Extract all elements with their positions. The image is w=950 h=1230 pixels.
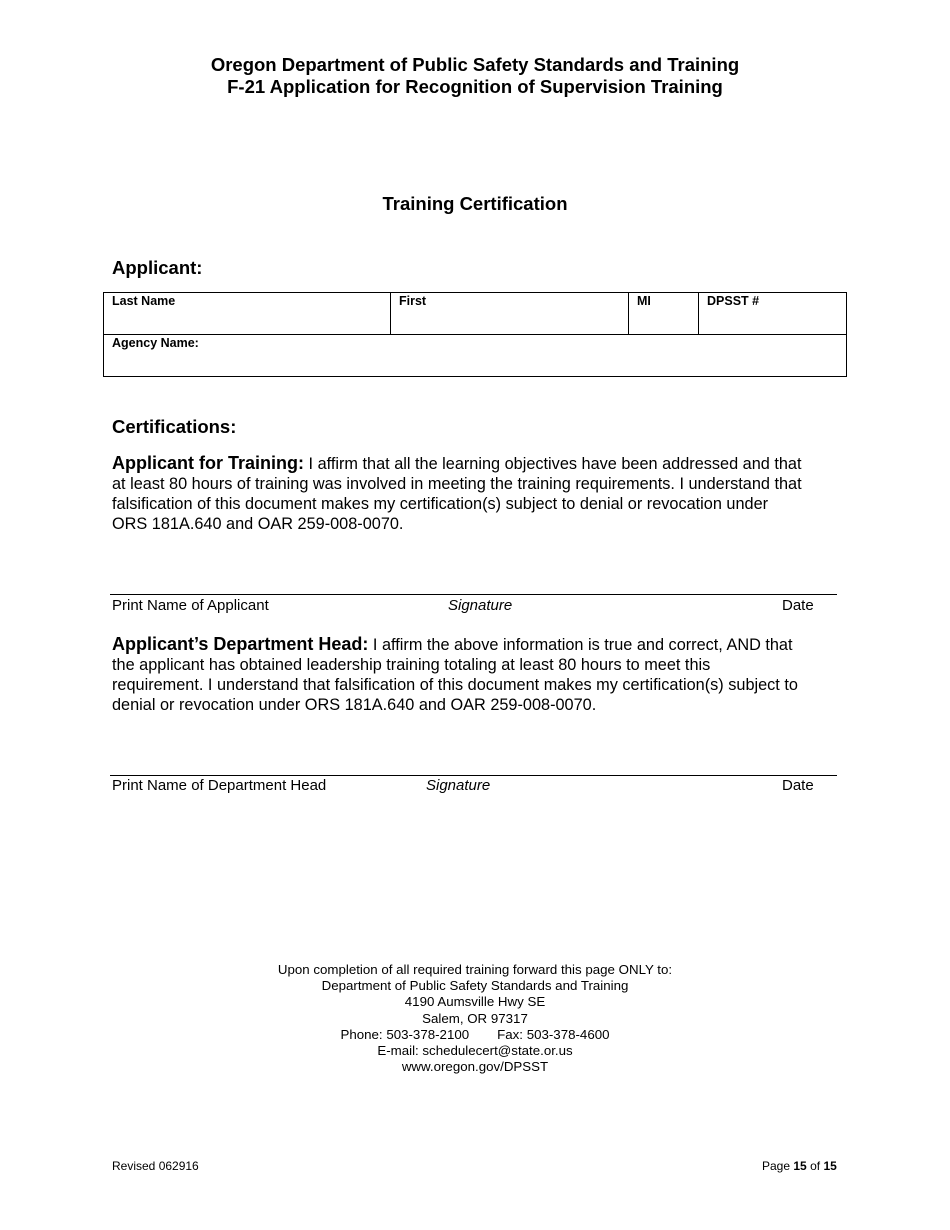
department-head-line: denial or revocation under ORS 181A.640 and OAR 259-008-0070. <box>112 696 597 714</box>
department-head-lead: Applicant’s Department Head: <box>112 634 369 654</box>
applicant-training-lead: Applicant for Training: <box>112 453 304 473</box>
dpsst-field[interactable] <box>699 293 847 335</box>
applicant-signature-line[interactable] <box>110 594 837 595</box>
first-name-label: First <box>399 294 427 308</box>
applicant-signature-label: Signature <box>448 597 513 614</box>
applicant-heading: Applicant: <box>112 257 203 278</box>
certifications-heading: Certifications: <box>112 416 237 437</box>
footer-phone: Phone: 503-378-2100 <box>340 1026 470 1042</box>
mi-label: MI <box>637 294 651 308</box>
footer-city: Salem, OR 97317 <box>422 1010 528 1026</box>
department-head-statement <box>112 634 847 715</box>
applicant-training-line: I affirm that all the learning objectives have been addressed and that <box>308 455 802 473</box>
applicant-training-line: at least 80 hours of training was involved in meeting the training requirements. I understand that <box>112 475 802 493</box>
page-current: 15 <box>793 1159 807 1173</box>
document-header <box>0 54 950 98</box>
applicant-training-line: ORS 181A.640 and OAR 259-008-0070. <box>112 515 404 533</box>
footer-website[interactable]: www.oregon.gov/DPSST <box>401 1059 549 1075</box>
applicant-print-name-label: Print Name of Applicant <box>112 597 269 614</box>
dpsst-label: DPSST # <box>707 294 760 308</box>
header-form-title: F-21 Application for Recognition of Supervision Training <box>227 76 723 97</box>
department-head-signature-line[interactable] <box>110 775 837 776</box>
footer-fax: Fax: 503-378-4600 <box>497 1026 610 1042</box>
page-label: Page <box>762 1159 791 1173</box>
page-of: of <box>810 1159 821 1173</box>
mailing-address-block <box>0 962 950 1075</box>
footer-instruction: Upon completion of all required training forward this page ONLY to: <box>277 962 673 977</box>
department-head-line: requirement. I understand that falsification of this document makes my certification(s) subject to <box>112 676 798 694</box>
department-head-date-label: Date <box>782 777 814 794</box>
page-number <box>762 1159 837 1173</box>
footer-org: Department of Public Safety Standards and Training <box>321 978 629 994</box>
applicant-training-line: falsification of this document makes my certification(s) subject to denial or revocation under <box>112 495 769 513</box>
last-name-label: Last Name <box>112 294 176 308</box>
agency-name-field[interactable] <box>104 335 847 377</box>
revision-label: Revised 062916 <box>112 1159 199 1173</box>
department-head-print-name-label: Print Name of Department Head <box>112 777 327 794</box>
footer-email[interactable]: E-mail: schedulecert@state.or.us <box>377 1043 573 1059</box>
last-name-field[interactable] <box>104 293 391 335</box>
footer-street: 4190 Aumsville Hwy SE <box>404 994 546 1010</box>
agency-name-label: Agency Name: <box>112 336 199 350</box>
applicant-table <box>103 292 847 377</box>
department-head-line: I affirm the above information is true and correct, AND that <box>372 636 793 654</box>
section-title: Training Certification <box>382 193 568 214</box>
applicant-training-statement <box>112 453 847 534</box>
department-head-line: the applicant has obtained leadership training totaling at least 80 hours to meet this <box>112 656 711 674</box>
mi-field[interactable] <box>629 293 699 335</box>
header-agency-title: Oregon Department of Public Safety Standards and Training <box>210 54 740 75</box>
first-name-field[interactable] <box>391 293 629 335</box>
department-head-signature-label: Signature <box>426 777 491 794</box>
applicant-date-label: Date <box>782 597 814 614</box>
page-total: 15 <box>823 1159 837 1173</box>
